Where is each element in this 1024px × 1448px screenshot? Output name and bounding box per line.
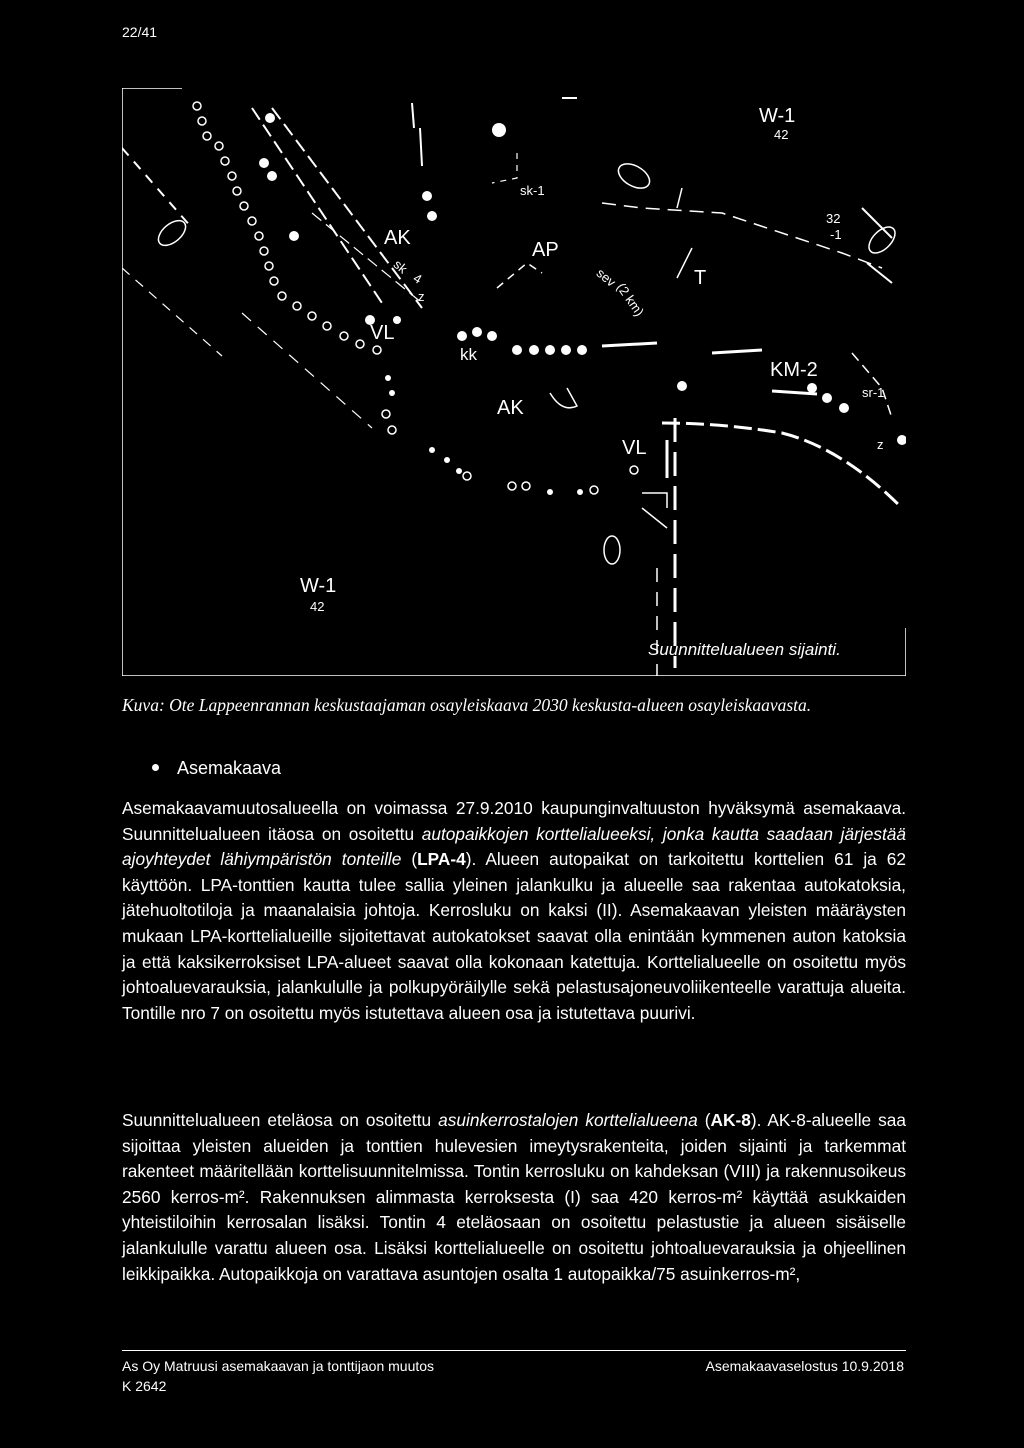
paragraph-italic: asuinkerrostalojen korttelialueena <box>438 1110 698 1130</box>
map-label-w1-bottom-num: 42 <box>310 599 325 614</box>
paragraph-ak <box>122 1108 906 1287</box>
paragraph-text: ( <box>697 1110 711 1130</box>
paragraph-code: LPA-4 <box>417 849 466 870</box>
map-label-minus1: -1 <box>830 227 842 242</box>
map-label-w1-top: W-1 <box>759 105 796 127</box>
footer-left <box>122 1356 434 1396</box>
map-label-vl-west: VL <box>370 322 395 344</box>
map-label-w1-top-num: 42 <box>774 127 789 142</box>
paragraph-text: Asemakaavamuutosalueella on voimassa 27.9.2010 kaupunginvaltuuston hyväksymä asemakaava. Suunnittelualueen itäosa on osoitettu <box>122 798 906 844</box>
footer-project-title: As Oy Matruusi asemakaavan ja tonttijaon muutos <box>122 1358 435 1374</box>
figure-caption: Kuva: Ote Lappeenrannan keskustaajaman osayleiskaava 2030 keskusta-alueen osayleiskaavasta. <box>122 695 812 715</box>
footer-document-date: Asemakaavaselostus 10.9.2018 <box>705 1358 904 1374</box>
map-label-ak-south: AK <box>497 397 524 419</box>
paragraph-italic: autopaikkojen korttelialueeksi, jonka kautta saadaan järjestää ajoyhteydet lähiympäristön tonteille <box>122 823 906 870</box>
map-label-z-east: z <box>877 437 884 452</box>
map-label-sk1: sk-1 <box>520 183 545 198</box>
section-title: Asemakaava <box>177 758 282 778</box>
map-label-4: 4 <box>410 270 425 287</box>
map-label-w1-bottom: W-1 <box>300 575 337 597</box>
paragraph-code: AK-8 <box>710 1110 751 1130</box>
map-label-32: 32 <box>826 211 841 226</box>
map-label-ap: AP <box>532 239 559 261</box>
map-label-ak-north: AK <box>384 227 411 249</box>
map-label-kk: kk <box>460 345 477 364</box>
paragraph-text: ). AK-8-alueelle saa sijoittaa yleisten alueiden ja tonttien hulevesien imeytysrakenteita, joiden sijainti ja tarkemmat rakenteet määritellään korttelisuunnitelmissa. Tontin kerrosluku on kahdeksan (VIII) ja rakennusoikeus 2560 kerros-m². Rakennuksen alimmasta kerroksesta (I) saa 420 kerros-m² käyttää asukkaiden yhteistiloihin kerrosalan lisäksi. Tontin 4 eteläosaan on osoitettu pelastustie ja alueen sisäiselle jalankululle varattu alueen osa. Lisäksi korttelialueelle on osoitettu johtoaluevarauksia ja ohjeellinen leikkipaikka. Autopaikkoja on varattava asuntojen osalta 1 autopaikka/75 asuinkerros-m², <box>122 1110 906 1284</box>
section-bullet <box>152 758 281 779</box>
footer-project-code: K 2642 <box>122 1378 167 1394</box>
footer-rule <box>122 1350 906 1351</box>
map-label-sev: sev <box>593 265 619 290</box>
paragraph-lpa <box>122 796 906 1026</box>
map-label-t: T <box>694 267 707 289</box>
paragraph-text: Suunnittelualueen eteläosa on osoitettu <box>122 1110 439 1130</box>
map-label-2km: (2 km) <box>613 280 648 319</box>
paragraph-text: ). Alueen autopaikat on tarkoitettu korttelien 61 ja 62 käyttöön. LPA-tonttien kautta tulee sallia yleinen jalankulku ja alueelle saa rakentaa autokatoksia, jätehuoltotiloja ja maanalaisia johtoja. Kerrosluku on kaksi (II). Asemakaavan yleisten määräysten mukaan LPA-korttelialueille sijoitettavat autokatokset saavat olla enintään kymmenen auton katoksia ja että kaksikerroksiset LPA-alueet saavat olla kokonaan katettuja. Korttelialueelle on osoitettu myös johtoaluevarauksia, jalankululle ja polkupyöräilylle sekä pelastusajoneuvoliikenteelle varattuja alueita. Tontille nro 7 on osoitettu myös istutettava alueen osa ja istutettava puurivi. <box>122 849 906 1023</box>
map-label-z-west: z <box>418 289 425 304</box>
map-drawing <box>122 88 906 676</box>
map-label-sk: sk <box>390 256 411 277</box>
map-label-sr1: sr-1 <box>862 385 885 400</box>
zoning-map <box>122 88 906 676</box>
map-label-vl-east: VL <box>622 437 647 459</box>
page-number: 22/41 <box>122 24 158 40</box>
paragraph-text: ( <box>401 849 418 870</box>
bullet-dot <box>152 764 159 771</box>
map-location-caption: Suunnittelualueen sijainti. <box>648 640 841 659</box>
map-label-km2: KM-2 <box>770 359 818 381</box>
